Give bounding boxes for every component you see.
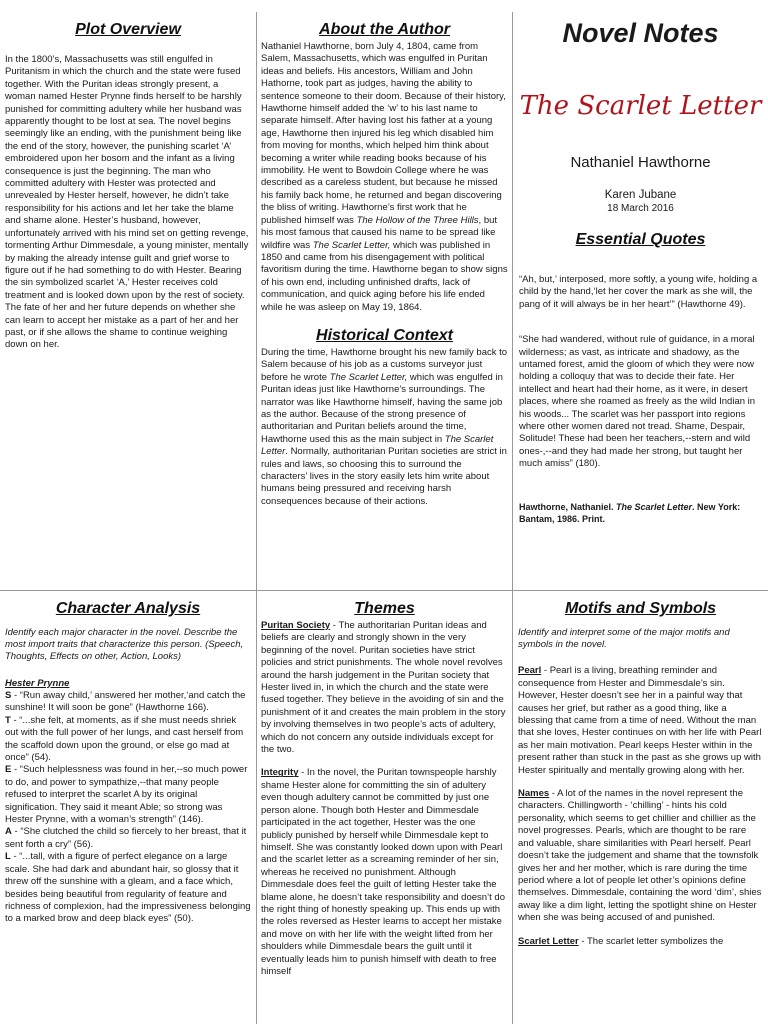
theme-integrity: Integrity - In the novel, the Puritan townspeople harshly shame Hester alone for committing the sin of adultery even though adultery cannot be committed by just one person alone. Though both Hester and Dimmesdale participated in the act together, Hester was the one publicly punished by herself while Dimmesdale kept to himself. She was constantly looked down upon with Pearl and the scarlet letter as a screaming reminder of her sin, whereas he received no punishment. Although Dimmesdale does feel the guilt of letting Hester take the blame alone, he doesn’t take responsibility and doesn’t do the right thing of honestly speaking up. This ends up with the roles reversed as Hester learns to accept her mistake and move on with her life with the weight lifted from her shoulders while Dimmesdale bears the guilt until it eventually leads him to punish himself with death to free himself [261, 767, 505, 977]
steal-speech: S - “Run away child,’ answered her mother,‘and catch the sunshine! It will soon be gone” (Hawthorne 166). [5, 690, 246, 714]
author-work-scarlet: The Scarlet Letter, [312, 239, 391, 251]
works-cited: Hawthorne, Nathaniel. The Scarlet Letter. New York: Bantam, 1986. Print. [519, 501, 741, 525]
motifs-heading: Motifs and Symbols [564, 600, 717, 617]
novel-notes-panel [512, 12, 768, 590]
themes-panel [256, 590, 512, 1024]
character-name: Hester Prynne [5, 677, 70, 689]
steal-looks: L - “...tall, with a figure of perfect elegance on a large scale. She had dark and abundant hair, so glossy that it threw off the sunshine with a gleam, and a face which, besides being beautiful from regularity of feature and richness of complexion, had the impressiveness belonging to a marked brow and deep black eyes” (50). [5, 851, 251, 925]
character-entry [5, 678, 251, 926]
motifs-instructions: Identify and interpret some of the major motifs and symbols in the novel. [518, 627, 730, 651]
author-work-hollow: The Hollow of the Three Hills [356, 214, 479, 226]
about-author-panel [256, 12, 512, 590]
steal-effects: E - “Such helplessness was found in her,--so much power to do, and power to sympathize,--that many people refused to interpret the scarlet A by its original signification. They said it meant Able; so strong was Hester Prynne, with a woman’s strength” (146). [5, 764, 248, 826]
quote-item: “Ah, but,’ interposed, more softly, a young wife, holding a child by the hand,‘let her cover the mark as she will, the pang of it will always be in her heart’” (Hawthorne 49). [519, 274, 758, 310]
student-name: Karen Jubane [604, 189, 677, 201]
character-analysis-panel [0, 590, 256, 1024]
steal-thoughts: T - “...she felt, at moments, as if she must needs shriek out with the full power of her lungs, and cast herself from the scaffold down upon the ground, or else go mad at once” (54). [5, 714, 244, 764]
quote-item: “She had wandered, without rule of guidance, in a moral wilderness; as vast, as intricate and shadowy, as the untamed forest, amid the gloom of which they were now holding a colloquy that was to decide their fate. Her intellect and heart had their home, as it were, in desert places, where she roamed as freely as the wild Indian in his woods... The scarlet was her passport into regions where other women dared not tread. Shame, Despair, Solitude! These had been her teachers,--stern and wild ones-,--and they had made her strong, but taught her much amiss” (180). [519, 334, 756, 470]
character-instructions: Identify each major character in the novel. Describe the most import traits that characterize this person. (Speech, Thoughts, Effects on other, Action, Looks) [5, 627, 244, 663]
motifs-text [518, 665, 763, 948]
motifs-panel [512, 590, 768, 1024]
themes-heading: Themes [354, 600, 415, 617]
theme-puritan-society: Puritan Society - The authoritarian Puritan ideas and beliefs are clearly and strongly shown in the very beginning of the novel. Puritan societies have strict policies and strict punishments. The whole novel revolves around the harsh judgement in the Puritan society that Hester lived in, in which the church and the state were fused together. They believe in the avoiding of sin and the punishment of it and creates the main problem in the story by involving themselves in two people’s acts of adultery, which do not concern any outside individuals except for the two. [261, 620, 506, 756]
steal-actions: A - “She clutched the child so fiercely to her breast, that it sent forth a cry” (56). [5, 826, 247, 850]
essential-quotes-heading: Essential Quotes [575, 231, 706, 248]
character-analysis-heading: Character Analysis [55, 600, 201, 617]
report-date: 18 March 2016 [607, 203, 674, 214]
motif-pearl: Pearl - Pearl is a living, breathing reminder and consequence from Hester and Dimmesdale’s sin. However, Hester doesn’t see her in a painful way that causes her grief, but rather as a good thing, like a blessing that came from a time of need. Without the man that she loves, Hester continues on with her life with Pearl as her main motivation. Pearl keeps Hester within in the present rather than stuck in the past as she grows up with Hester spiritually and mentally growing along with her. [518, 665, 762, 776]
plot-overview-text: In the 1800’s, Massachusetts was still engulfed in Puritanism in which the church and the state were fused together. With the Puritan ideas strongly present, a woman named Hester Prynne finds herself to be harshly punished for committing adultery while her husband was apparently thought to be lost at sea. The novel begins seemingly like an ending, with the punishment being like the end of the story, however, the punishing scarlet ‘A’ embroidered upon her bosom and the infant as a living consequence is just the beginning. The man who committed adultery with Hester was protected and unrevealed by Hester herself, however, he didn’t take responsibility for his actions and let her take the blame and shame alone. Hester’s husband, however, unfortunately arrived with his mind set on getting revenge, tormenting Arthur Dimmesdale, a young minister, mentally by making the already intense guilt and grief worse to figure out if he had something to do with Hester. Bearing the sin symbolized scarlet ‘A,’ Hester receives cold treatment and is looked down upon by the rest of society. The fate of her and her future depends on whether she can learn to accept her mistake as a part of her and her past, or if she allows the shame to continue weighing down on her. [5, 54, 249, 351]
novel-notes-title: Novel Notes [562, 18, 719, 48]
book-title: The Scarlet Letter [519, 91, 762, 121]
book-author: Nathaniel Hawthorne [570, 154, 711, 171]
plot-overview-heading: Plot Overview [75, 21, 181, 38]
about-author-heading: About the Author [319, 21, 450, 38]
historical-context-heading: Historical Context [316, 326, 453, 344]
about-author-text: Nathaniel Hawthorne, born July 4, 1804, came from Salem, Massachusetts, which was engulfed in Puritan ideas and beliefs. His ancestors, William and John Hathorne, took part as judges, having the ability to sentence someone to their doom. Because of their history, Hawthorne himself added the ‘w’ to his last name to separate himself. After having lost his father at a young age, Hawthorne then injured his leg which disabled him from moving for months, which helped him think about becoming a writer while reading books because of his immobility. He went to Bowdoin College where he was described as a careless student, but because he missed his family back home, he returned and began discovering the bliss of writing. Hawthorne’s first work that he published himself was The Hollow of the Three Hills, but his most famous that caused his name to be spread like wildfire was The Scarlet Letter, which was published in 1850 and came from his disengagement with political favoritism during the time. Hawthorne began to show signs of his own end, including unfinished drafts, lack of communication, and quick aging before his life ended while he was asleep on May 19, 1864. [261, 41, 508, 313]
motif-scarlet-letter: Scarlet Letter - The scarlet letter symbolizes the [518, 935, 724, 947]
motif-names: Names - A lot of the names in the novel represent the characters. Chillingworth - ‘chilling’ - hints his cold personality, which seems to get chillier and chillier as the novel progresses. Pearls, which are thought to be rare and valuable, share similarities with Pearl herself. Pearl doesn’t take the judgement and shame that the townsfolk gives her and her mother, which is rare during the time period where a lot of people let other’s opinions define themselves. Dimmesdale, containing the word ‘dim’, shies away like a dim light, letting the spotlight shine on Hester when she was being accused of and punished. [518, 788, 762, 924]
themes-text [261, 620, 508, 978]
historical-context-text: During the time, Hawthorne brought his new family back to Salem because of his job as a customs surveyor just before he wrote The Scarlet Letter, which was engulfed in Puritan ideas just like Hawthorne’s surroundings. The narrator was like Hawthorne himself, having the same job as the author. Because of the strong presence of authoritarian and Puritan beliefs around the time, Hawthorne used this as the main subject in The Scarlet Letter. Normally, authoritarian Puritan societies are strict in rules and laws, so choosing this to surround the characters’ lives in the story easily lets him write about humans being pressured and receiving harsh consequences because of their actions. [261, 346, 508, 507]
plot-overview-panel [0, 12, 256, 590]
